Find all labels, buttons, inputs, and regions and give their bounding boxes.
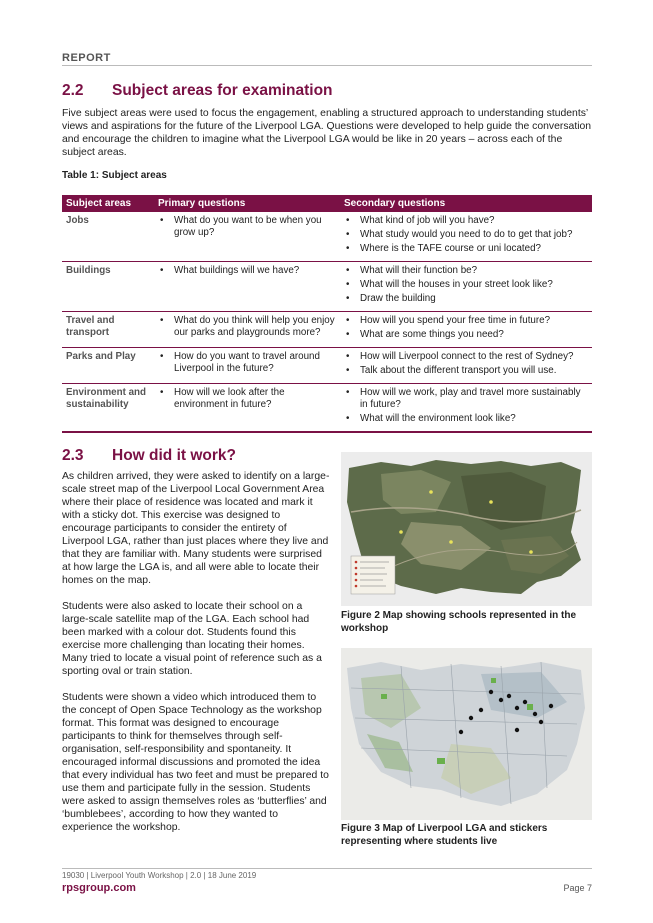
- table-row: [62, 384, 592, 433]
- table-row: [62, 262, 592, 312]
- table-row: [62, 312, 592, 348]
- street-map-photo: [341, 648, 592, 820]
- table-caption: Table 1: Subject areas: [62, 170, 167, 181]
- bullet-item: • What buildings will we have?: [158, 265, 336, 277]
- bullet-item: • What will the houses in your street look like?: [344, 279, 588, 291]
- primary-cell: [154, 384, 340, 433]
- report-label: REPORT: [62, 52, 111, 64]
- table-header-row: [62, 195, 592, 212]
- section-title: How did it work?: [112, 447, 236, 464]
- bullet-item: • What study would you need to do to get that job?: [344, 229, 588, 241]
- bullet-item: • How will Liverpool connect to the rest of Sydney?: [344, 351, 588, 363]
- satellite-map-photo: [341, 452, 592, 606]
- section-intro: Five subject areas were used to focus the engagement, enabling a structured approach to understanding students’ views and aspirations for the future of the Liverpool LGA. Questions were developed to help guide the conversation and encourage the children to imagine what the Liverpool LGA would be like in 20 years – across each of the subject areas.: [62, 108, 592, 158]
- section-number: 2.3: [62, 447, 84, 464]
- bullet-item: • Draw the building: [344, 293, 588, 305]
- secondary-cell: [340, 384, 592, 433]
- secondary-cell: [340, 212, 592, 262]
- bullet-item: • What are some things you need?: [344, 329, 588, 341]
- body-paragraph: Students were also asked to locate their school on a large-scale satellite map of the LGA. Each school had been marked with a colour dot. Students found this exercise more challenging than locating their homes. Many tried to locate a visual point of reference such as a sporting oval or train station.: [62, 601, 322, 677]
- footer-meta: 19030 | Liverpool Youth Workshop | 2.0 | 18 June 2019: [62, 871, 257, 880]
- section-heading-2-3: [62, 447, 236, 465]
- primary-cell: [154, 312, 340, 348]
- page-number: Page 7: [563, 883, 592, 893]
- subject-cell: Jobs: [62, 212, 154, 262]
- header-primary: Primary questions: [154, 195, 340, 212]
- header-secondary: Secondary questions: [340, 195, 592, 212]
- table-row: [62, 348, 592, 384]
- bullet-item: • Where is the TAFE course or uni located?: [344, 243, 588, 255]
- bullet-item: • How will you spend your free time in future?: [344, 315, 588, 327]
- section-number: 2.2: [62, 82, 84, 99]
- bullet-item: • What kind of job will you have?: [344, 215, 588, 227]
- subject-cell: Buildings: [62, 262, 154, 312]
- bullet-item: • What do you think will help you enjoy our parks and playgrounds more?: [158, 315, 336, 339]
- secondary-cell: [340, 262, 592, 312]
- section-title: Subject areas for examination: [112, 82, 333, 99]
- bullet-item: • What will the environment look like?: [344, 413, 588, 425]
- section-body: [62, 470, 330, 847]
- secondary-cell: [340, 312, 592, 348]
- primary-cell: [154, 262, 340, 312]
- bullet-item: • Talk about the different transport you will use.: [344, 365, 588, 377]
- secondary-cell: [340, 348, 592, 384]
- primary-cell: [154, 348, 340, 384]
- bullet-item: • How will we work, play and travel more sustainably in future?: [344, 387, 588, 411]
- bullet-item: • What do you want to be when you grow up?: [158, 215, 336, 239]
- bullet-item: • What will their function be?: [344, 265, 588, 277]
- figure-2-caption: Figure 2 Map showing schools represented in the workshop: [341, 610, 577, 634]
- body-paragraph: Students were shown a video which introduced them to the concept of Open Space Technology as the workshop format. This format was designed to encourage participants to think for themselves through self-organisation, self-responsibility and spontaneity. It encouraged informal discussions and promoted the idea that every individual has two feet and must be prepared to use them and participate fully in the session. Students were asked to assign themselves roles as ‘butterflies’ and ‘bumblebees’, according to how they wanted to experience the workshop.: [62, 692, 329, 833]
- header-divider: [62, 65, 592, 66]
- primary-cell: [154, 212, 340, 262]
- section-heading-2-2: [62, 82, 333, 100]
- subject-areas-table: [62, 195, 592, 433]
- body-paragraph: As children arrived, they were asked to identify on a large-scale street map of the Liverpool Local Government Area where their place of residence was located and mark it with a sticky dot. This exercise was designed to encourage participants to consider the entirety of Liverpool LGA, rather than just places where they live and that they are familiar with. Many students were surprised at how large the LGA is, and all were able to locate their homes on the map.: [62, 471, 330, 586]
- figure-3-caption: Figure 3 Map of Liverpool LGA and stickers representing where students live: [341, 823, 548, 847]
- bullet-item: • How do you want to travel around Liverpool in the future?: [158, 351, 336, 375]
- subject-cell: Environment and sustainability: [62, 384, 154, 433]
- subject-cell: Parks and Play: [62, 348, 154, 384]
- table-row: [62, 212, 592, 262]
- footer-divider: [62, 868, 592, 869]
- bullet-item: • How will we look after the environment in future?: [158, 387, 336, 411]
- footer-website-link[interactable]: rpsgroup.com: [62, 882, 136, 894]
- subject-cell: Travel and transport: [62, 312, 154, 348]
- header-subject: Subject areas: [62, 195, 154, 212]
